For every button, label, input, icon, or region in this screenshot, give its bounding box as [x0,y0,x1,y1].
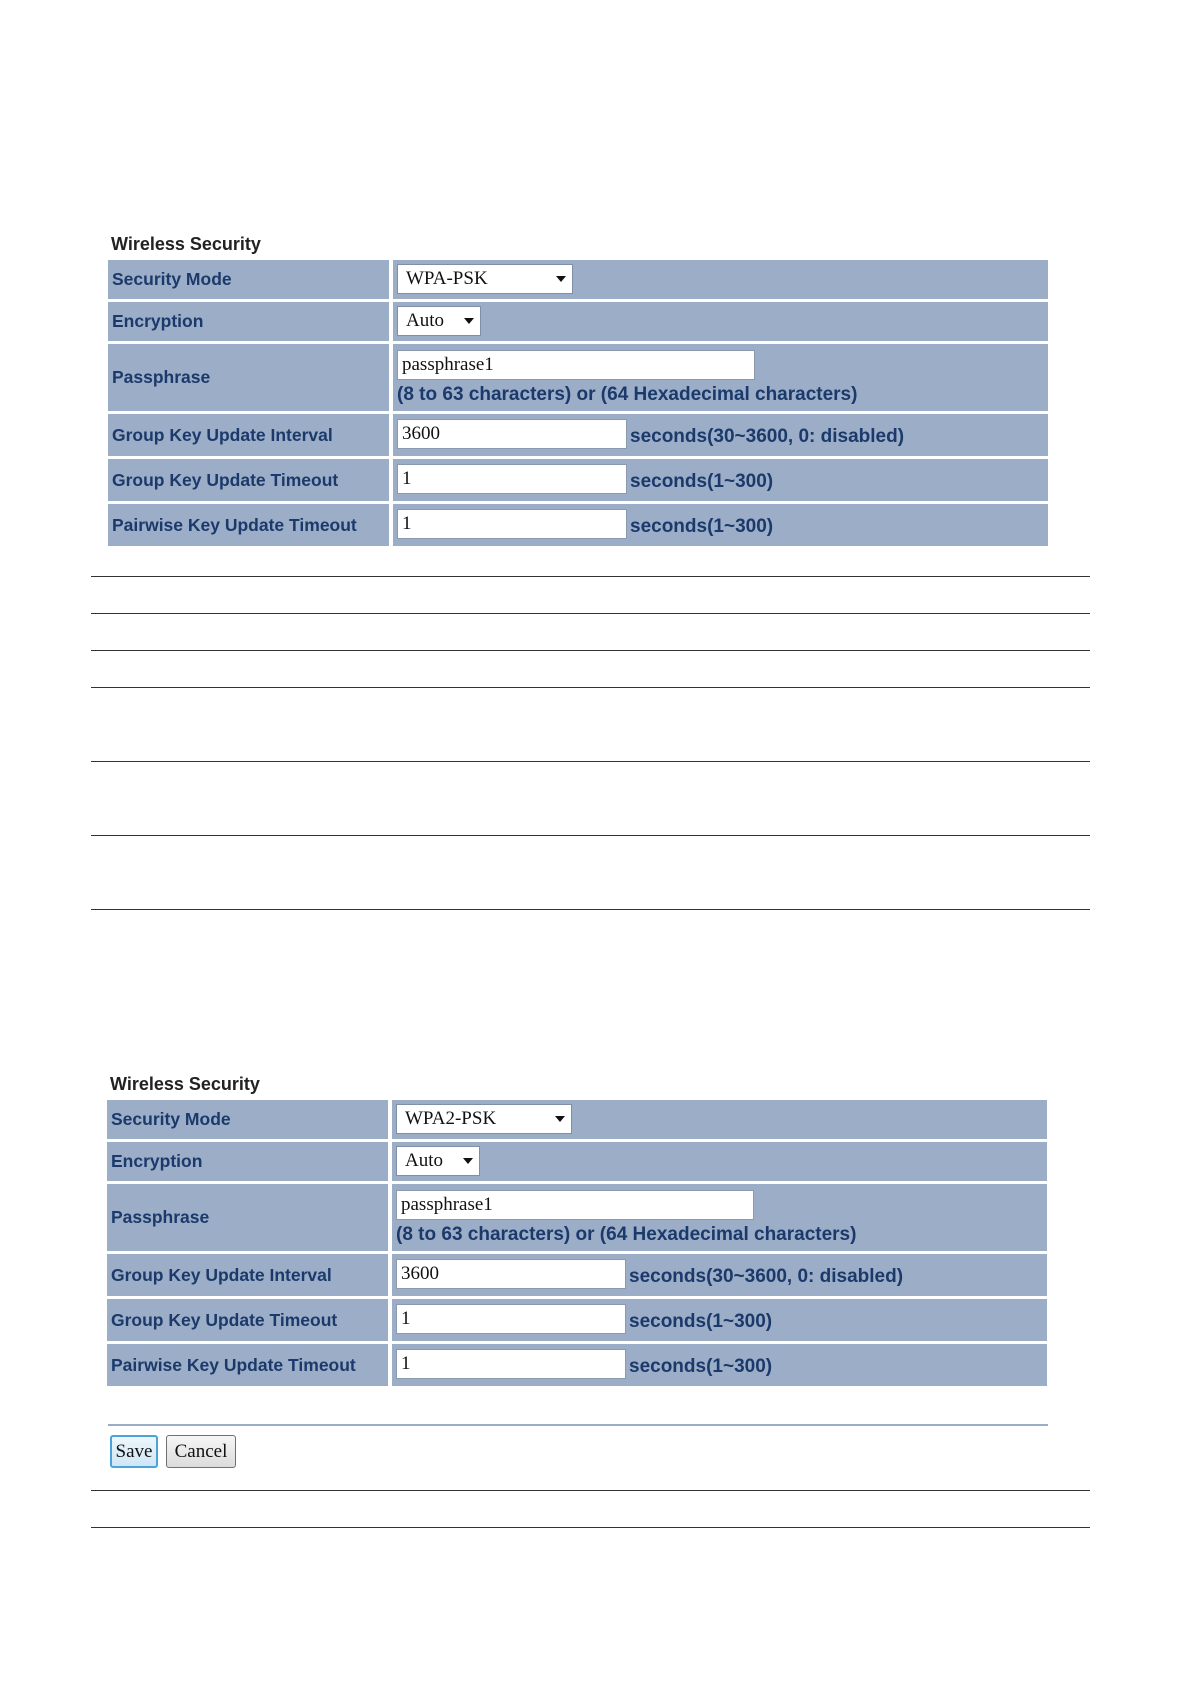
divider-line [91,613,1090,614]
encryption-value: Auto [405,1150,443,1171]
chevron-down-icon [464,318,474,324]
divider-line [91,835,1090,836]
security-mode-row [108,260,1048,299]
passphrase-hint: (8 to 63 characters) or (64 Hexadecimal characters) [397,384,858,405]
group-key-timeout-label: Group Key Update Timeout [108,459,389,501]
chevron-down-icon [463,1158,473,1164]
group-key-timeout-unit: seconds(1~300) [629,1311,773,1332]
passphrase-label: Passphrase [107,1184,388,1251]
panel-title: Wireless Security [110,1074,260,1094]
button-bar-divider [108,1424,1048,1426]
chevron-down-icon [556,276,566,282]
group-key-timeout-unit: seconds(1~300) [630,471,774,492]
group-key-interval-row [107,1254,1047,1296]
group-key-interval-label: Group Key Update Interval [108,414,389,456]
encryption-row [107,1142,1047,1181]
security-mode-select[interactable] [397,264,573,294]
divider-line [91,687,1090,688]
group-key-interval-label: Group Key Update Interval [107,1254,388,1296]
passphrase-label: Passphrase [108,344,389,411]
group-key-interval-unit: seconds(30~3600, 0: disabled) [630,426,905,447]
group-key-interval-input[interactable]: 3600 [396,1259,626,1289]
passphrase-input[interactable]: passphrase1 [396,1190,754,1220]
pairwise-key-timeout-row [107,1344,1047,1386]
encryption-label: Encryption [107,1142,388,1181]
pairwise-key-timeout-label: Pairwise Key Update Timeout [107,1344,388,1386]
group-key-timeout-label: Group Key Update Timeout [107,1299,388,1341]
group-key-interval-input[interactable]: 3600 [397,419,627,449]
security-mode-select[interactable] [396,1104,572,1134]
divider-line [91,1527,1090,1528]
group-key-timeout-row [107,1299,1047,1341]
security-mode-value: WPA2-PSK [405,1108,497,1129]
cancel-button[interactable]: Cancel [166,1435,236,1468]
divider-line [91,761,1090,762]
chevron-down-icon [555,1116,565,1122]
passphrase-row [108,344,1048,411]
encryption-select[interactable] [396,1146,480,1176]
security-mode-row [107,1100,1047,1139]
encryption-select[interactable] [397,306,481,336]
pairwise-key-timeout-input[interactable]: 1 [396,1349,626,1379]
encryption-value: Auto [406,310,444,331]
security-mode-label: Security Mode [107,1100,388,1139]
group-key-timeout-row [108,459,1048,501]
pairwise-key-timeout-input[interactable]: 1 [397,509,627,539]
panel-title: Wireless Security [111,234,261,254]
passphrase-hint: (8 to 63 characters) or (64 Hexadecimal characters) [396,1224,857,1245]
security-mode-value: WPA-PSK [406,268,488,289]
save-button[interactable]: Save [110,1435,158,1468]
passphrase-input[interactable]: passphrase1 [397,350,755,380]
divider-line [91,576,1090,577]
group-key-timeout-input[interactable]: 1 [396,1304,626,1334]
pairwise-key-timeout-unit: seconds(1~300) [629,1356,773,1377]
wireless-security-panel-1 [108,232,1048,549]
encryption-label: Encryption [108,302,389,341]
divider-line [91,650,1090,651]
passphrase-row [107,1184,1047,1251]
group-key-interval-row [108,414,1048,456]
pairwise-key-timeout-row [108,504,1048,546]
security-mode-label: Security Mode [108,260,389,299]
pairwise-key-timeout-unit: seconds(1~300) [630,516,774,537]
pairwise-key-timeout-label: Pairwise Key Update Timeout [108,504,389,546]
encryption-row [108,302,1048,341]
wireless-security-panel-2 [107,1072,1047,1389]
divider-line [91,909,1090,910]
divider-line [91,1490,1090,1491]
group-key-timeout-input[interactable]: 1 [397,464,627,494]
group-key-interval-unit: seconds(30~3600, 0: disabled) [629,1266,904,1287]
